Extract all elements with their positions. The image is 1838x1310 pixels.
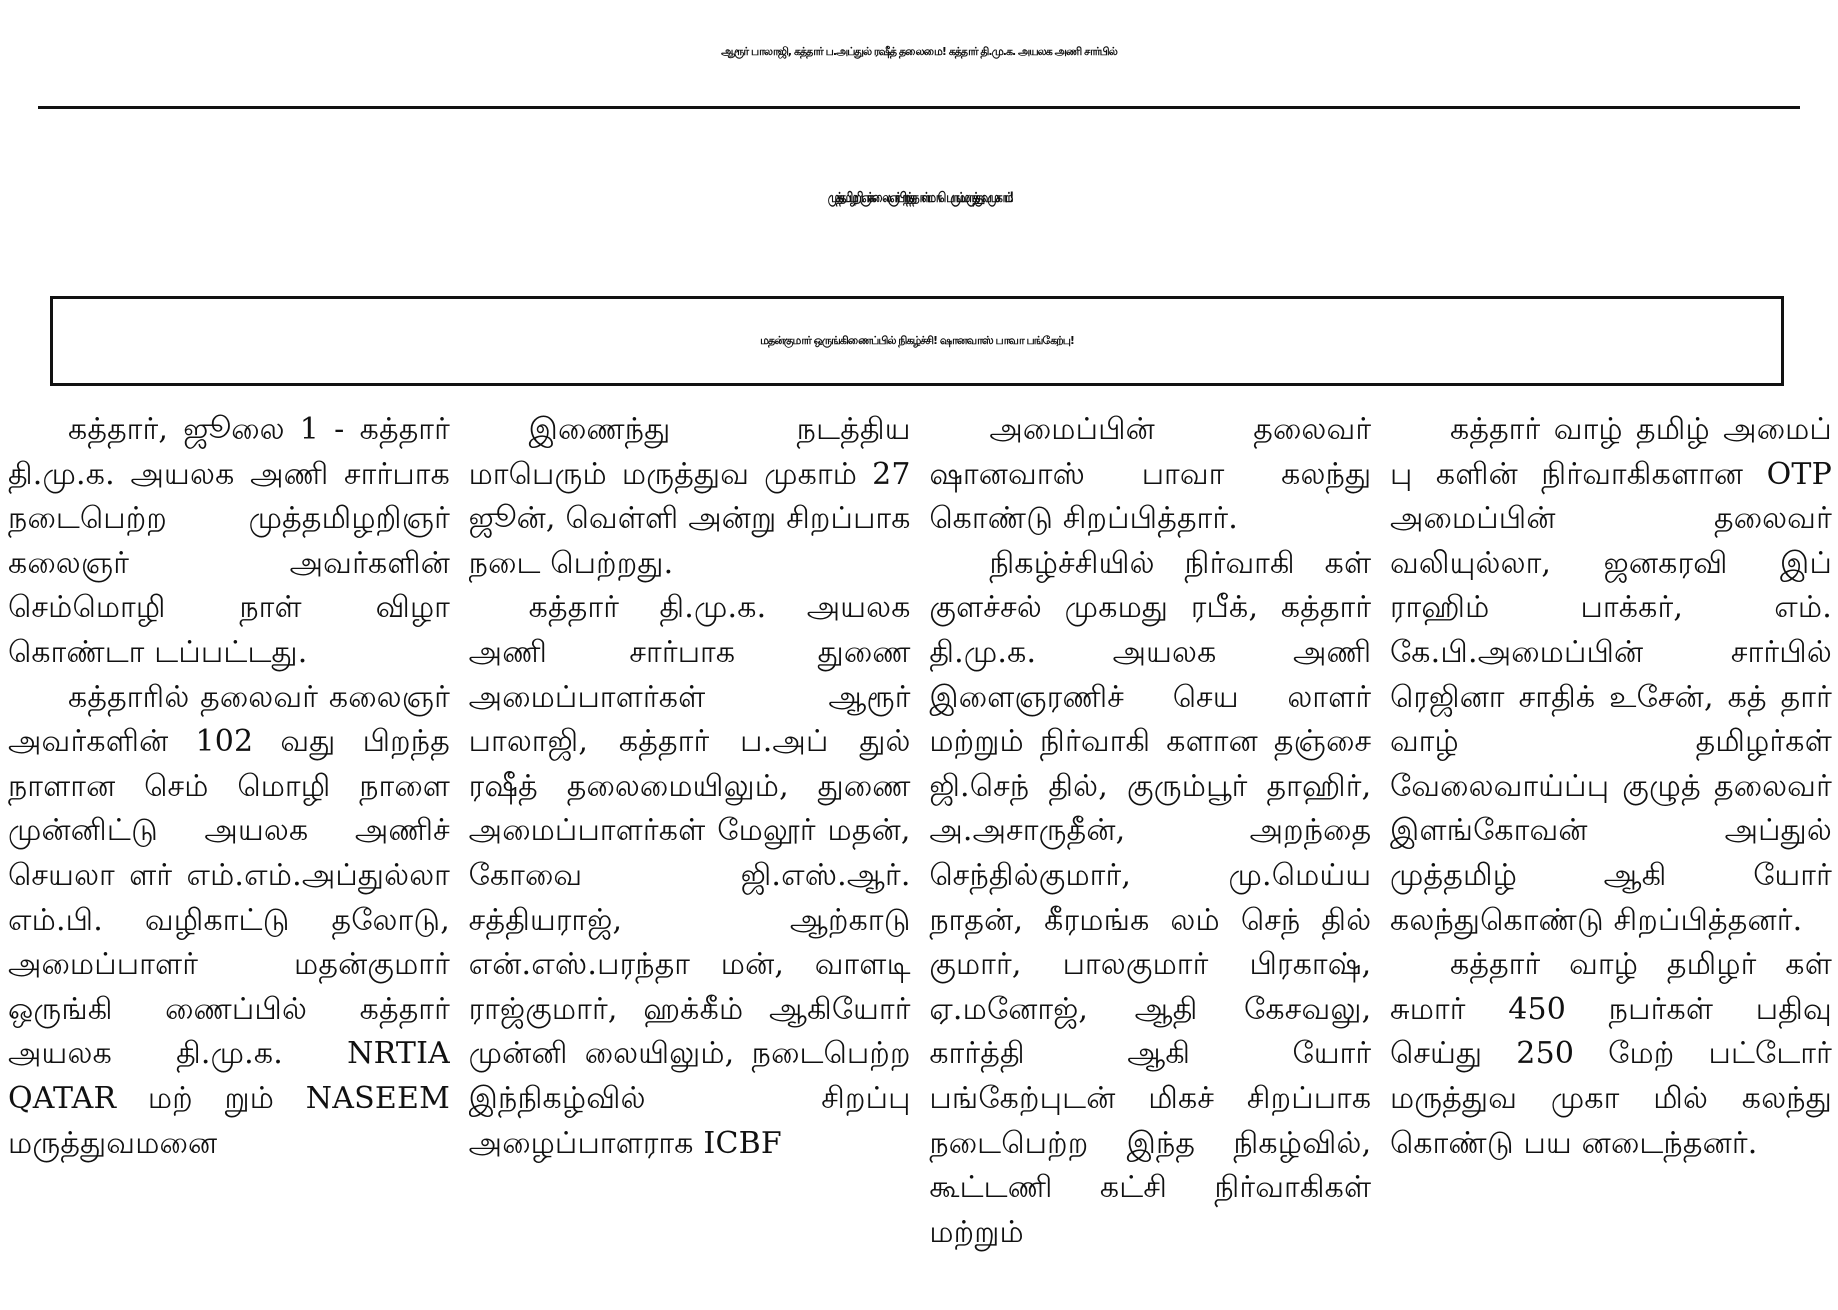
paragraph: அமைப்பின் தலைவர் ஷானவாஸ் பாவா கலந்து கொண்டு சிறப்பித்தார்.: [929, 412, 1372, 537]
paragraph: நிகழ்ச்சியில் நிர்வாகி கள் குளச்சல் முகமது ரபீக், கத்தார் தி.மு.க. அயலக அணி இளைஞரணிச் செய லாளர் மற்றும் நிர்வாகி களான தஞ்சை ஜி.செந் தில், குரும்பூர் தாஹிர், அ.அசாருதீன், அறந்தை செந்தில்குமார், மு.மெய்ய நாதன், கீரமங்க லம் செந் தில் குமார், பாலகுமார் பிரகாஷ், ஏ.மனோஜ், ஆதி கேசவலு, கார்த்தி ஆகி யோர் பங்கேற்புடன் மிகச் சிறப்பாக நடைபெற்ற இந்த நிகழ்வில், கூட்டணி கட்சி நிர்வாகிகள் மற்றும்: [929, 545, 1372, 1250]
paragraph: கத்தார் வாழ் தமிழர் கள் சுமார் 450 நபர்கள் பதிவு செய்து 250 மேற் பட்டோர் மருத்துவ முகா மில் கலந்து கொண்டு பய னடைந்தனர்.: [1389, 947, 1832, 1161]
paragraph: இணைந்து நடத்திய மாபெரும் மருத்துவ முகாம் 27 ஜூன், வெள்ளி அன்று சிறப்பாக நடை பெற்றது.: [468, 412, 911, 581]
paragraph: கத்தார் தி.மு.க. அயலக அணி சார்பாக துணை அமைப்பாளர்கள் ஆரூர் பாலாஜி, கத்தார் ப.அப் துல் ரஷீத் தலைமையிலும், துணை அமைப்பாளர்கள் மேலூர் மதன், கோவை ஜி.எஸ்.ஆர். சத்தியராஜ், ஆற்காடு என்.எஸ்.பரந்தா மன், வாளடி ராஜ்குமார், ஹக்கீம் ஆகியோர் முன்னி லையிலும், நடைபெற்ற இந்நிகழ்வில் சிறப்பு அழைப்பாளராக ICBF: [468, 590, 911, 1161]
article-column-3: [929, 408, 1371, 1304]
headline: முத்தமிழறிஞர் கலைஞர் பிறந்தநாள் மாபெரும் மருத்துவ முகாம்!: [827, 188, 1011, 205]
kicker-line: ஆரூர் பாலாஜி, கத்தார் ப.அப்துல் ரஷீத் தலைமை! கத்தார் தி.மு.க. அயலக அணி சார்பில்: [721, 44, 1117, 58]
article-column-4: [1390, 408, 1832, 1304]
paragraph: கத்தார், ஜூலை 1 - கத்தார் தி.மு.க. அயலக அணி சார்பாக நடைபெற்ற முத்தமிழறிஞர் கலைஞர் அவர்களின் செம்மொழி நாள் விழா கொண்டா டப்பட்டது.: [8, 412, 450, 670]
article-column-1: [8, 408, 450, 1304]
paragraph: கத்தார் வாழ் தமிழ் அமைப் பு களின் நிர்வாகிகளான OTP அமைப்பின் தலைவர் வலியுல்லா, ஜனகரவி இப் ராஹிம் பாக்கர், எம். கே.பி.அமைப்பின் சார்பில் ரெஜினா சாதிக் உசேன், கத் தார் வாழ் தமிழர்கள் வேலைவாய்ப்பு குழுத் தலைவர் இளங்கோவன் அப்துல் முத்தமிழ் ஆகி யோர் கலந்துகொண்டு சிறப்பித்தனர்.: [1389, 412, 1832, 938]
subheadline-box: மதன்குமார் ஒருங்கிணைப்பில் நிகழ்ச்சி! ஷானவாஸ் பாவா பங்கேற்பு!: [50, 296, 1784, 386]
article-body: [8, 408, 1832, 1304]
article-column-2: [469, 408, 911, 1304]
paragraph: கத்தாரில் தலைவர் கலைஞர் அவர்களின் 102 வது பிறந்த நாளான செம் மொழி நாளை முன்னிட்டு அயலக அணிச் செயலா ளர் எம்.எம்.அப்துல்லா எம்.பி. வழிகாட்டு தலோடு, அமைப்பாளர் மதன்குமார் ஒருங்கி ணைப்பில் கத்தார் அயலக தி.மு.க. NRTIA QATAR மற் றும் NASEEM மருத்துவமனை: [8, 679, 450, 1161]
